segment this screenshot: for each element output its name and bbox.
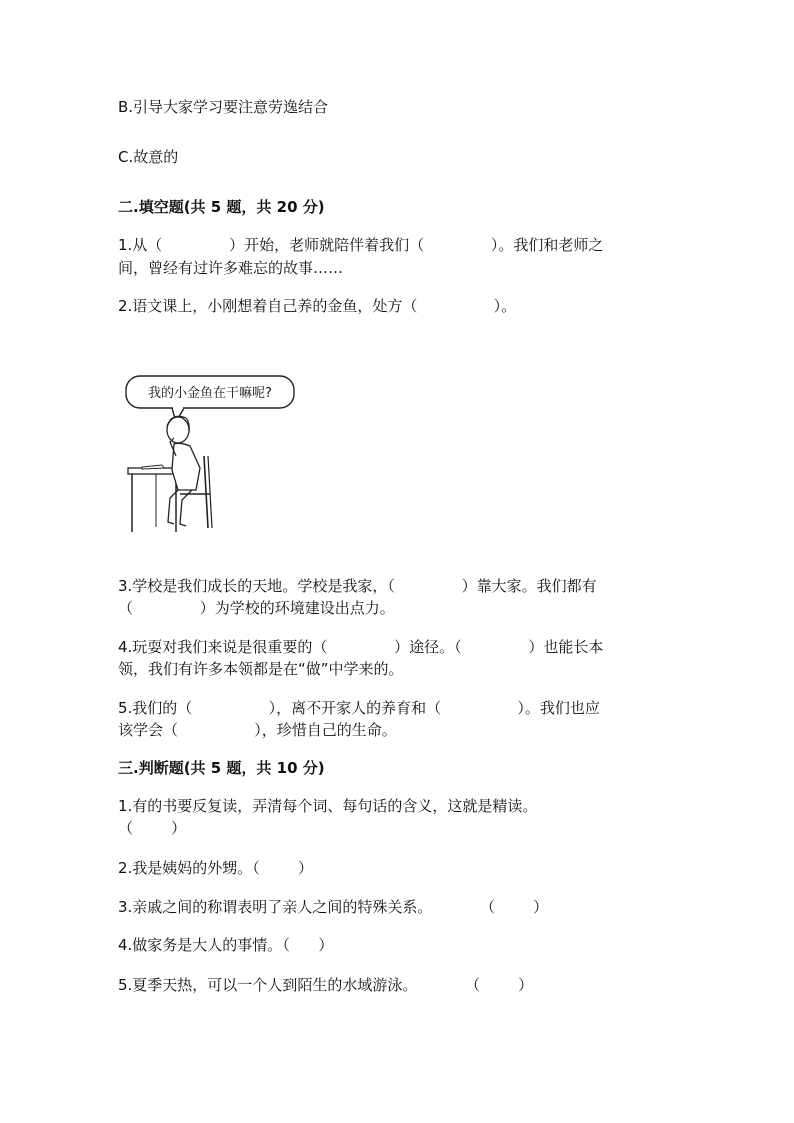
fill-section-header: 二.填空题(共 5 题，共 20 分): [118, 198, 325, 216]
judge-section-header: 三.判断题(共 5 题，共 10 分): [118, 759, 325, 777]
fill-q4-line1: 4.玩耍对我们来说是很重要的（ ）途径。（ ）也能长本: [118, 638, 604, 656]
judge-q1-line2: （ ）: [118, 819, 187, 837]
judge-q1-line1: 1.有的书要反复读，弄清每个词、每句话的含义，这就是精读。: [118, 797, 538, 815]
fill-q1-line2: 间，曾经有过许多难忘的故事……: [118, 259, 344, 277]
judge-q5: 5.夏季天热，可以一个人到陌生的水域游泳。 （ ）: [118, 976, 534, 994]
fill-q1-line1: 1.从（ ）开始，老师就陪伴着我们（ ）。我们和老师之: [118, 236, 604, 254]
option-b: B.引导大家学习要注意劳逸结合: [118, 98, 329, 116]
judge-q4: 4.做家务是大人的事情。（ ）: [118, 936, 334, 954]
option-c: C.故意的: [118, 148, 179, 166]
judge-q3: 3.亲戚之间的称谓表明了亲人之间的特殊关系。 （ ）: [118, 898, 549, 916]
speech-bubble-text: 我的小金鱼在干嘛呢?: [148, 386, 272, 401]
fill-q2: 2.语文课上，小刚想着自己养的金鱼，处方（ ）。: [118, 297, 517, 315]
fill-q5-line2: 该学会（ ），珍惜自己的生命。: [118, 721, 397, 739]
thinking-child-illustration: [120, 372, 300, 537]
fill-q5-line1: 5.我们的（ ），离不开家人的养育和（ ）。我们也应: [118, 699, 600, 717]
fill-q4-line2: 领，我们有许多本领都是在“做”中学来的。: [118, 660, 404, 678]
judge-q2: 2.我是姨妈的外甥。（ ）: [118, 859, 313, 877]
fill-q3-line1: 3.学校是我们成长的天地。学校是我家，（ ）靠大家。我们都有: [118, 577, 597, 595]
fill-q3-line2: （ ）为学校的环境建设出点力。: [118, 599, 395, 617]
